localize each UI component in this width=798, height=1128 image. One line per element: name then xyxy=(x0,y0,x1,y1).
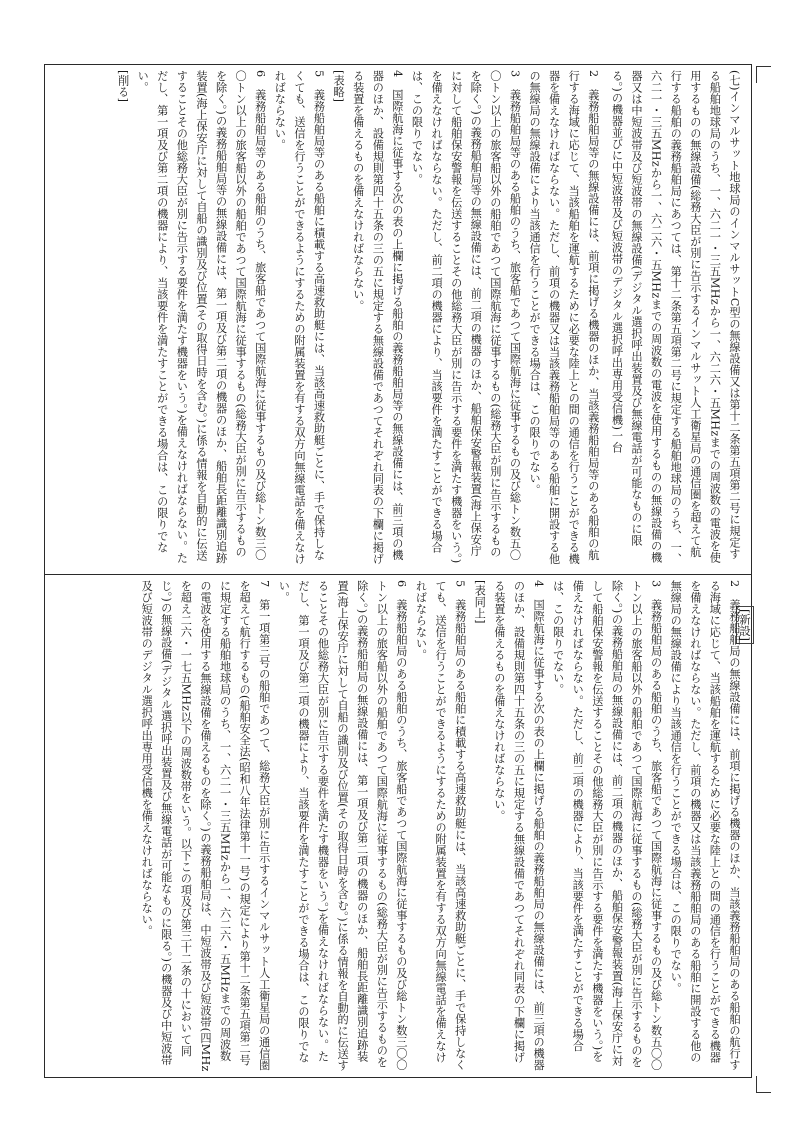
paragraph-5 xyxy=(270,70,329,568)
paragraph-2 xyxy=(524,70,602,568)
paragraph-text: 義務船舶局等のある船舶のうち、旅客船であつて国際航海に従事するもの及び総トン数五〇〇トン以上の旅客船以外の船舶であつて国際航海に従事するもの(総務大臣が別に告示するものを除く。)の義務船舶局等の無線設備には、前二項の機器のほか、船舶保安警報装置(海上保安庁に対して船舶保安警報を伝送することその他総務大臣が別に告示する要件を満たす機器をいう。)を備えなければならない。ただし、前二項の機器により、当該要件を満たすことができる場合は、この限りでない。 xyxy=(410,70,522,564)
item-7-heading: (七)インマルサット地球局のインマルサットC型の無線設備又は第十二条第五項第二号に規定する船舶地球局のうち、一、六二一・三五MHzから一、六二六・五MHzまでの周波数の電波を使用するものの無線設備(総務大臣が別に告示するインマルサット人工衛星局の通信圏を超えて航行する船舶の義務船舶局にあつては、第十二条第五項第二号に規定する船舶地球局のうち、一、六二一・三五MHzから一、六二六・五MHzまでの周波数の電波を使用するものの無線設備の機器又は中短波帯及び短波帯の無線設備(デジタル選択呼出装置及び無線電話が可能なものに限る。)の機器並びに中短波帯及び短波帯のデジタル選択呼出専用受信機)一台 xyxy=(610,70,741,565)
paragraph-text: [表略] xyxy=(332,70,346,103)
paragraph-number: 4 xyxy=(390,70,404,78)
paragraph-text: 義務船舶局等のある船舶のうち、旅客船であつて国際航海に従事するもの及び総トン数三〇〇トン以上の旅客船以外の船舶であつて国際航海に従事するもの(総務大臣が別に告示するものを除く。)の義務船舶局等の無線設備には、第一項及び第二項の機器のほか、船舶長距離識別追跡装置(海上保安庁に対して自船の識別及び位置(その取得日時を含む。)に係る情報を自動的に伝送することその他総務大臣が別に告示する要件を満たす機器をいう。)を備えなければならない。ただし、第一項及び第二項の機器により、当該要件を満たすことができる場合は、この限りでない。 xyxy=(136,70,267,564)
paragraph-text: [表同上] xyxy=(473,580,487,624)
paragraph-number: 6 xyxy=(394,580,408,588)
bottom-bracket xyxy=(756,1076,771,1093)
paragraph-text: 国際航海に従事する次の表の上欄に掲げる船舶の義務船舶局の無線設備には、前三項の機器のほか、設備規則第四十五条の三の五に規定する無線設備であつてそれぞれ同表の下欄に掲げる装置を備えるものを備えなければならない。 xyxy=(492,580,546,1071)
paragraph-3 xyxy=(548,580,666,1072)
deleted-note xyxy=(113,70,133,568)
paragraph-number: 5 xyxy=(453,580,467,588)
paragraph-5 xyxy=(411,580,470,1072)
paragraph-text: 国際航海に従事する次の表の上欄に掲げる船舶の義務船舶局等の無線設備には、前三項の機器のほか、設備規則第四十五条の三の五に規定する無線設備であつてそれぞれ同表の下欄に掲げる装置を備えるものを備えなければならない。 xyxy=(351,70,404,565)
section-divider xyxy=(44,574,752,575)
table-omitted-note xyxy=(329,70,349,568)
paragraph-number: 5 xyxy=(312,70,326,78)
paragraph-4 xyxy=(348,70,407,568)
paragraph-number: 7 xyxy=(257,580,271,588)
top-bracket xyxy=(756,66,771,83)
paragraph-6 xyxy=(133,70,270,568)
paragraph-7 xyxy=(137,580,274,1072)
paragraph-text: 義務船舶局のある船舶に積載する高速救助艇には、当該高速救助艇ごとに、手で保持しなくても、送信を行うことができるようにするための附属装置を有する双方向無線電話を備えなければならない。 xyxy=(414,580,467,1071)
paragraph-number: 3 xyxy=(649,580,663,588)
paragraph-number: 6 xyxy=(253,70,267,78)
paragraph-3 xyxy=(407,70,525,568)
paragraph-text: [削る] xyxy=(116,70,130,103)
paragraph-text: 義務船舶局のある船舶のうち、旅客船であつて国際航海に従事するもの及び総トン数三〇〇トン以上の旅客船以外の船舶であつて国際航海に従事するもの(総務大臣が別に告示するものを除く。)の義務船舶局の無線設備には、第一項及び第二項の機器のほか、船舶長距離識別追跡装置(海上保安庁に対して自船の識別及び位置(その取得日時を含む。)に係る情報を自動的に伝送することその他総務大臣が別に告示する要件を満たす機器をいう。)を備えなければならない。ただし、第一項及び第二項の機器により、当該要件を満たすことができる場合は、この限りでない。 xyxy=(277,580,408,1072)
paragraph-number: 2 xyxy=(728,580,741,588)
paragraph-number: 4 xyxy=(532,580,546,588)
paragraph-number: 3 xyxy=(508,70,522,78)
paragraph-text: 義務船舶局等の無線設備には、前項に掲げる機器のほか、当該義務船舶局等のある船舶の航行する海域に応じて、当該船舶を運航するために必要な陸上との間の通信を行うことができる機器を備えなければならない。ただし、前項の機器又は当該義務船舶局等のある船舶に開設する他の無線局の無線設備により当該通信を行うことができる場合は、この限りでない。 xyxy=(528,70,600,565)
former-provisions xyxy=(140,580,744,1072)
new-provision-label: [新設] xyxy=(736,606,754,644)
paragraph-6 xyxy=(274,580,411,1072)
table-same-note xyxy=(470,580,490,1072)
paragraph-text: 義務船舶局の無線設備には、前項に掲げる機器のほか、当該義務船舶局のある船舶の航行する海域に応じて、当該船舶を運航するために必要な陸上との間の通信を行うことができる機器を備えなければならない。ただし、前項の機器又は当該義務船舶局のある船舶に開設する他の無線局の無線設備により当該通信を行うことができる場合は、この限りでない。 xyxy=(669,580,741,1071)
paragraph-number: 2 xyxy=(586,70,600,78)
paragraph-text: 義務船舶局のある船舶のうち、旅客船であつて国際航海に従事するもの及び総トン数五〇〇トン以上の旅客船以外の船舶であつて国際航海に従事するもの(総務大臣が別に告示するものを除く。)の義務船舶局の無線設備には、前二項の機器のほか、船舶保安警報装置(海上保安庁に対して船舶保安警報を伝送することその他総務大臣が別に告示する要件を満たす機器をいう。)を備えなければならない。ただし、前二項の機器により、当該要件を満たすことができる場合は、この限りでない。 xyxy=(551,580,663,1071)
paragraph-text: 義務船舶局等のある船舶に積載する高速救助艇には、当該高速救助艇ごとに、手で保持しなくても、送信を行うことができるようにするための附属装置を有する双方向無線電話を備えなければならない。 xyxy=(273,70,326,565)
paragraph-2 xyxy=(666,580,744,1072)
paragraph-4 xyxy=(489,580,548,1072)
paragraph-text: 第一項第三号の船舶であつて、総務大臣が別に告示するインマルサット人工衛星局の通信圏を超えて航行するもの(船舶安全法(昭和八年法律第十一号)の規定により第十二条第五項第二号に規定する船舶地球局のうち、一、六二一・三五MHzから一、六二六・五MHzまでの周波数の電波を使用する無線設備を備えるものを除く。)の義務船舶局は、中短波帯及び短波帯(四MHzを超え二六・一七五MHz以下の周波数帯をいう。以下この項及び第三十二条の十において同じ。)の無線設備(デジタル選択呼出装置及び無線電話が可能なものに限る。)の機器及び中短波帯及び短波帯のデジタル選択呼出専用受信機を備えなければならない。 xyxy=(140,580,271,1072)
current-provisions xyxy=(116,70,744,568)
